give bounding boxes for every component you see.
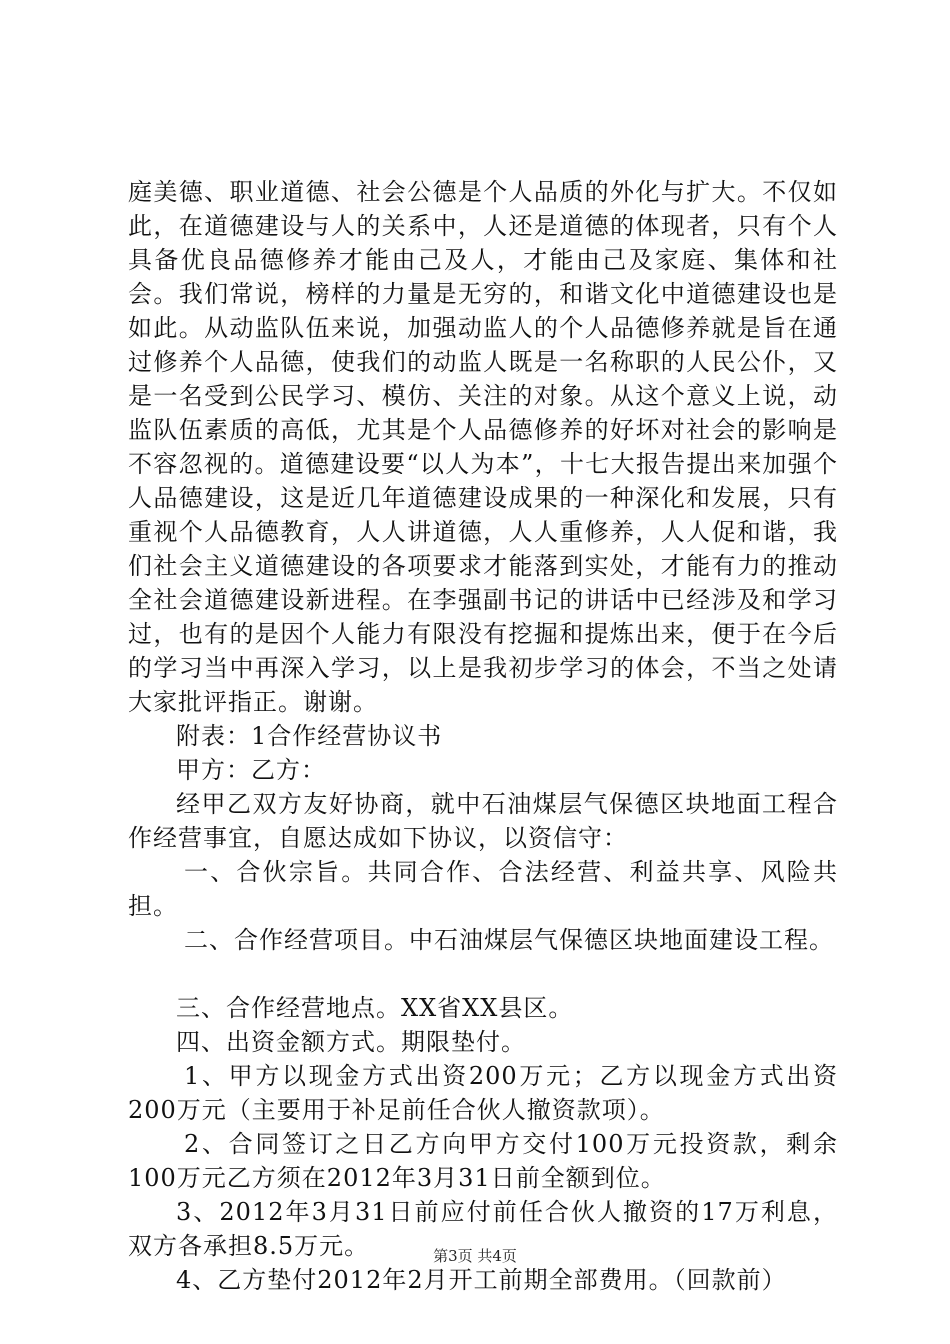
paragraph-clause-location: 三、合作经营地点。XX省XX县区。: [176, 994, 574, 1022]
paragraph-funding-item-3: 3、2012年3月31日前应付前任合伙人撤资的17万利息，双方各承担8.5万元。: [128, 1198, 838, 1260]
paragraph-agreement-intro: 经甲乙双方友好协商，就中石油煤层气保德区块地面工程合作经营事宜，自愿达成如下协议，以资信守：: [128, 790, 838, 852]
paragraph-clause-funding: 四、出资金额方式。期限垫付。: [176, 1028, 526, 1056]
paragraph-clause-project: 二、合作经营项目。中石油煤层气保德区块地面建设工程。: [184, 926, 834, 954]
page-number-label: 第3页 共4页: [433, 1247, 517, 1265]
paragraph-clause-purpose: 一、合伙宗旨。共同合作、合法经营、利益共享、风险共担。: [128, 858, 838, 920]
paragraph-funding-item-2: 2、合同签订之日乙方向甲方交付100万元投资款，剩余100万元乙方须在2012年3月31日前全额到位。: [128, 1130, 838, 1192]
paragraph-funding-item-4: 4、乙方垫付2012年2月开工前期全部费用。（回款前）: [176, 1266, 787, 1294]
document-body: [128, 175, 838, 1297]
paragraph-virtue-essay: 庭美德、职业道德、社会公德是个人品质的外化与扩大。不仅如此，在道德建设与人的关系中，人还是道德的体现者，只有个人具备优良品德修养才能由己及人，才能由己及家庭、集体和社会。我们常说，榜样的力量是无穷的，和谐文化中道德建设也是如此。从动监队伍来说，加强动监人的个人品德修养就是旨在通过修养个人品德，使我们的动监人既是一名称职的人民公仆，又是一名受到公民学习、模仿、关注的对象。从这个意义上说，动监队伍素质的高低，尤其是个人品德修养的好坏对社会的影响是不容忽视的。道德建设要“以人为本”，十七大报告提出来加强个人品德建设，这是近几年道德建设成果的一种深化和发展，只有重视个人品德教育，人人讲道德，人人重修养，人人促和谐，我们社会主义道德建设的各项要求才能落到实处，才能有力的推动全社会道德建设新进程。在李强副书记的讲话中已经涉及和学习过，也有的是因个人能力有限没有挖掘和提炼出来，便于在今后的学习当中再深入学习，以上是我初步学习的体会，不当之处请大家批评指正。谢谢。: [128, 178, 838, 716]
paragraph-appendix-title: 附表：1合作经营协议书: [176, 722, 443, 750]
page-footer: [0, 1246, 950, 1266]
paragraph-parties: 甲方：乙方：: [176, 756, 326, 784]
paragraph-funding-item-1: 1、甲方以现金方式出资200万元；乙方以现金方式出资200万元（主要用于补足前任合伙人撤资款项）。: [128, 1062, 838, 1124]
